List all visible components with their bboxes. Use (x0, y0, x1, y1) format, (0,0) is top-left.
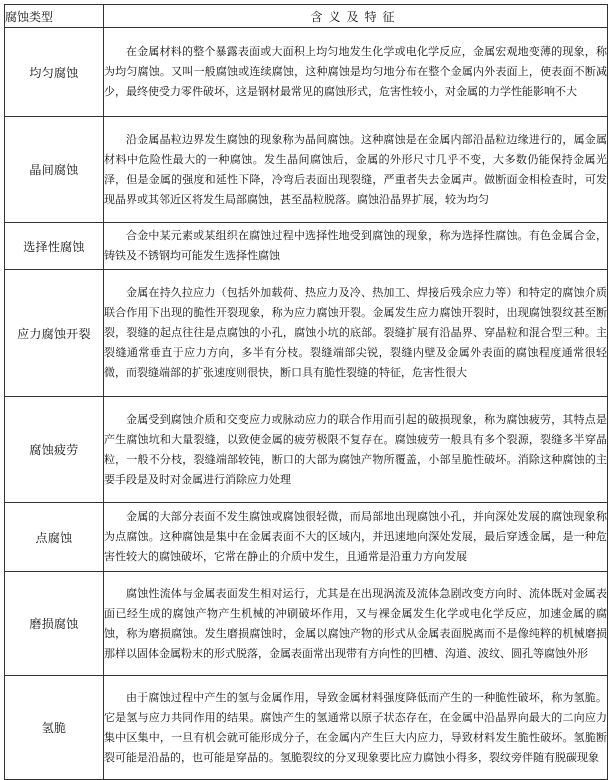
table-row (5, 676, 608, 780)
row-description: 腐蚀性流体与金属表面发生相对运行，尤其是在出现涡流及流体急剧改变方向时、流体既对金属表面已经生成的腐蚀产物产生机械的冲刷破坏作用，又与裸金属发生化学或电化学反应，加速金属的腐蚀，称为磨损腐蚀。发生磨损腐蚀时，金属以腐蚀产物的形式从金属表面脱离而不是像纯粹的机械磨损那样以固体金属粉末的形式脱落，金属表面常出现带有方向性的凹槽、沟道、波纹、圆孔等腐蚀外形 (104, 572, 608, 676)
table-row (5, 117, 608, 223)
row-description: 金属在持久拉应力（包括外加载荷、热应力及冷、热加工、焊接后残余应力等）和特定的腐蚀介质联合作用下出现的脆性开裂现象，称为应力腐蚀开裂。金属发生应力腐蚀开裂时，出现腐蚀裂纹甚至断裂，裂缝的起点往往是点腐蚀的小孔，腐蚀小坑的底部。裂缝扩展有沿晶界、穿晶粒和混合型三种。主裂缝通常垂直于应力方向，多半有分枝。裂缝端部尖锐，裂缝内壁及金属外表面的腐蚀程度通常很轻微，而裂缝端部的扩张速度则很快，断口具有脆性裂缝的特征，危害性很大 (104, 270, 608, 397)
corrosion-types-table (4, 4, 608, 780)
row-type: 晶间腐蚀 (5, 117, 104, 223)
row-description: 合金中某元素或某组织在腐蚀过程中选择性地受到腐蚀的现象，称为选择性腐蚀。有色金属合金，铸铁及不锈钢均可能发生选择性腐蚀 (104, 223, 608, 270)
row-description: 由于腐蚀过程中产生的氢与金属作用，导致金属材料强度降低而产生的一种脆性破坏，称为氢脆。它是氢与应力共同作用的结果。腐蚀产生的氢通常以原子状态存在，在金属中沿晶界向最大的二向应力集中区集中，一旦有机会就可能形成分子，在金属内产生巨大内应力，导致材料发生脆性破坏。氢脆断裂可能是沿晶的，也可能是穿晶的。氢脆裂纹的分叉现象要比应力腐蚀小得多，裂纹旁伴随有脱碳现象 (104, 676, 608, 780)
row-type: 腐蚀疲劳 (5, 397, 104, 503)
table-row (5, 397, 608, 503)
table-row (5, 223, 608, 270)
header-description: 含义及特征 (104, 5, 608, 28)
table-row (5, 572, 608, 676)
row-type: 点腐蚀 (5, 503, 104, 572)
row-description: 在金属材料的整个暴露表面或大面积上均匀地发生化学或电化学反应，金属宏观地变薄的现象，称为均匀腐蚀。又叫一般腐蚀或连续腐蚀，这种腐蚀是均匀地分布在整个金属内外表面上，使表面不断减少，最终使受力零件破坏，这是钢材最常见的腐蚀形式，危害性较小，对金属的力学性能影响不大 (104, 28, 608, 117)
header-type: 腐蚀类型 (5, 5, 104, 28)
table-row (5, 270, 608, 397)
table-header-row (5, 5, 608, 28)
row-description: 沿金属晶粒边界发生腐蚀的现象称为晶间腐蚀。这种腐蚀是在金属内部沿晶粒边缘进行的，属金属材料中危险性最大的一种腐蚀。发生晶间腐蚀后，金属的外形尺寸几乎不变，大多数仍能保持金属光泽，但是金属的强度和延性下降，冷弯后表面出现裂缝，严重者失去金属声。做断面金相检查时，可发现晶界或其邻近区将发生局部腐蚀，甚至晶粒脱落。腐蚀沿晶界扩展，较为均匀 (104, 117, 608, 223)
row-description: 金属的大部分表面不发生腐蚀或腐蚀很轻微，而局部地出现腐蚀小孔，并向深处发展的腐蚀现象称为点腐蚀。这种腐蚀是集中在金属表面不大的区域内，并迅速地向深处发展，最后穿透金属，是一种危害性较大的腐蚀破坏，它常在静止的介质中发生，且通常是沿重力方向发展 (104, 503, 608, 572)
row-type: 氢脆 (5, 676, 104, 780)
row-description: 金属受到腐蚀介质和交变应力或脉动应力的联合作用而引起的破损现象，称为腐蚀疲劳，其特点是产生腐蚀坑和大量裂缝，以致使金属的疲劳极限不复存在。腐蚀疲劳一般具有多个裂源，裂缝多半穿晶粒，一般不分枝，裂缝端部较钝，断口的大部为腐蚀产物所覆盖，小部呈脆性破坏。消除这种腐蚀的主要手段是及时对金属进行消除应力处理 (104, 397, 608, 503)
row-type: 磨损腐蚀 (5, 572, 104, 676)
table-row (5, 503, 608, 572)
row-type: 均匀腐蚀 (5, 28, 104, 117)
table-row (5, 28, 608, 117)
row-type: 应力腐蚀开裂 (5, 270, 104, 397)
row-type: 选择性腐蚀 (5, 223, 104, 270)
